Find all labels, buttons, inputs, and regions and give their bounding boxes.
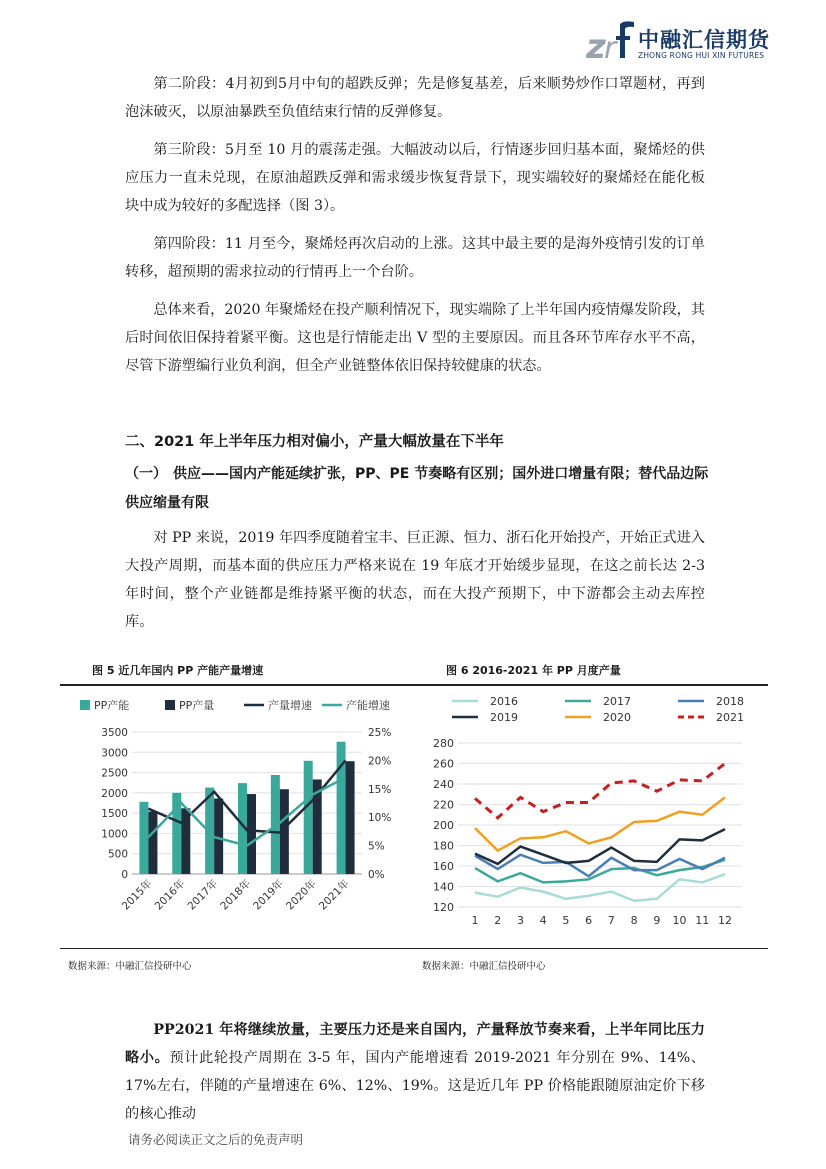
left-axis-tick-label: 500 [107, 848, 128, 861]
logo-english-text: ZHONG RONG HUI XIN FUTURES [638, 51, 765, 60]
left-axis-tick-label: 2000 [101, 787, 128, 800]
figure-bottom-rule [60, 948, 768, 949]
zrf-logo-icon [586, 20, 636, 64]
bar-PP产量-2018年 [247, 794, 256, 874]
x-axis-tick-label: 2018年 [218, 877, 254, 913]
section-heading: 二、2021 年上半年压力相对偏小，产量大幅放量在下半年 [125, 434, 504, 450]
y-axis-tick-label: 140 [433, 880, 454, 894]
figure-top-rule [60, 684, 768, 686]
bar-PP产量-2015年 [148, 812, 157, 874]
x-axis-tick-label: 10 [672, 914, 687, 927]
paragraph-pp2021-bold: PP2021 年将继续放量，主要压力还是来自国内，产量释放节奏来看，上半年同比压力略小。 [125, 1022, 705, 1066]
bar-PP产量-2021年 [346, 761, 355, 874]
y-axis-tick-label: 280 [433, 737, 454, 750]
legend-label-产能增速: 产能增速 [346, 699, 390, 712]
figure-6-source: 数据来源：中融汇信投研中心 [422, 961, 546, 972]
paragraph-stage-3: 第三阶段：5月至 10 月的震荡走强。大幅波动以后，行情逐步回归基本面，聚烯烃的供应压力一直未兑现，在原油超跌反弹和需求缓步恢复背景下，现实端较好的聚烯烃在能化板块中成为较好的多配选择（图 3）。 [125, 142, 705, 214]
left-axis-tick-label: 3500 [101, 727, 128, 739]
x-axis-tick-label: 2019年 [251, 877, 286, 913]
x-axis-tick-label: 2020年 [284, 877, 319, 913]
paragraph-pp2021-text: 预计此轮投产周期在 3-5 年，国内产能增速看 2019-2021 年分别在 9%、14%、17%左右，伴随的产量增速在 6%、12%、19%。这是近几年 PP 价格能跟随原油定价下移的核心推动 [125, 1050, 705, 1122]
subsection-heading [125, 460, 715, 518]
paragraph-stage-2: 第二阶段：4月初到5月中旬的超跌反弹；先是修复基差，后来顺势炒作口罩题材，再到泡沫破灭，以原油暴跌至负值结束行情的反弹修复。 [125, 76, 705, 120]
disclaimer-footer: 请务必阅读正文之后的免责声明 [128, 1132, 304, 1147]
x-axis-tick-label: 3 [516, 914, 524, 927]
bar-PP产能-2020年 [304, 761, 313, 874]
right-axis-tick-label: 15% [368, 783, 392, 796]
y-axis-tick-label: 160 [433, 860, 454, 873]
bar-PP产能-2015年 [139, 802, 148, 874]
subsection-number: （一） [125, 466, 167, 482]
legend-label-产量增速: 产量增速 [268, 699, 312, 712]
x-axis-tick-label: 2015年 [119, 877, 155, 913]
line-2021 [475, 764, 725, 818]
x-axis-tick-label: 2 [494, 914, 502, 927]
legend-label-PP产量: PP产量 [179, 699, 215, 712]
x-axis-tick-label: 1 [471, 914, 479, 927]
x-axis-tick-label: 7 [607, 914, 615, 927]
legend-swatch-PP产量 [165, 700, 175, 710]
paragraph-pp2021 [125, 1016, 705, 1128]
x-axis-tick-label: 2016年 [152, 877, 188, 913]
figure-5-chart [60, 690, 420, 945]
x-axis-tick-label: 9 [653, 914, 661, 927]
y-axis-tick-label: 220 [433, 798, 454, 812]
figure-6-chart [420, 690, 768, 945]
logo-chinese-text: 中融汇信期货 [638, 28, 770, 52]
legend-label-2017: 2017 [603, 695, 631, 708]
x-axis-tick-label: 5 [562, 914, 570, 927]
figure-5-source: 数据来源：中融汇信投研中心 [68, 961, 192, 972]
legend-label-2016: 2016 [490, 695, 518, 708]
legend-label-2019: 2019 [490, 711, 518, 724]
x-axis-tick-label: 11 [695, 914, 710, 927]
y-axis-tick-label: 260 [433, 757, 454, 771]
legend-label-2020: 2020 [603, 711, 631, 724]
right-axis-tick-label: 5% [368, 840, 385, 853]
legend-swatch-PP产能 [80, 700, 90, 710]
right-axis-tick-label: 10% [368, 812, 392, 825]
y-axis-tick-label: 120 [433, 901, 454, 914]
x-axis-tick-label: 4 [539, 914, 547, 927]
x-axis-tick-label: 12 [718, 914, 732, 927]
x-axis-tick-label: 2017年 [185, 877, 221, 913]
paragraph-summary: 总体来看，2020 年聚烯烃在投产顺利情况下，现实端除了上半年国内疫情爆发阶段，其后时间依旧保持着紧平衡。这也是行情能走出 V 型的主要原因。而且各环节库存水平不高，尽管下游塑编行业负利润，但全产业链整体依旧保持较健康的状态。 [125, 302, 705, 374]
line-2016 [475, 874, 725, 901]
left-axis-tick-label: 1500 [101, 808, 128, 821]
paragraph-stage-4: 第四阶段：11 月至今，聚烯烃再次启动的上涨。这其中最主要的是海外疫情引发的订单转移，超预期的需求拉动的行情再上一个台阶。 [125, 236, 705, 280]
x-axis-tick-label: 2021年 [316, 877, 352, 913]
left-axis-tick-label: 3000 [101, 747, 128, 760]
figure-5-title: 图 5 近几年国内 PP 产能产量增速 [92, 664, 264, 677]
right-axis-tick-label: 0% [368, 869, 385, 881]
legend-label-PP产能: PP产能 [94, 699, 130, 712]
x-axis-tick-label: 6 [585, 914, 593, 927]
y-axis-tick-label: 240 [433, 778, 454, 791]
legend-label-2021: 2021 [716, 711, 744, 724]
right-axis-tick-label: 25% [368, 727, 392, 739]
subsection-title: 供应——国内产能延续扩张，PP、PE 节奏略有区别；国外进口增量有限；替代品边际供应缩量有限 [125, 466, 709, 511]
left-axis-tick-label: 1000 [101, 828, 128, 841]
y-axis-tick-label: 200 [433, 819, 454, 832]
figure-6-title: 图 6 2016-2021 年 PP 月度产量 [446, 664, 621, 677]
svg-text:z: z [586, 27, 606, 64]
x-axis-tick-label: 8 [630, 914, 638, 927]
y-axis-tick-label: 180 [433, 839, 454, 853]
left-axis-tick-label: 2500 [101, 767, 128, 780]
left-axis-tick-label: 0 [121, 869, 128, 881]
right-axis-tick-label: 20% [368, 755, 392, 768]
company-logo [586, 18, 786, 68]
svg-text:r: r [604, 31, 617, 64]
legend-label-2018: 2018 [716, 695, 744, 708]
paragraph-pp-supply: 对 PP 来说，2019 年四季度随着宝丰、巨正源、恒力、浙石化开始投产，开始正式进入大投产周期，而基本面的供应压力严格来说在 19 年底才开始缓步显现，在这之前长达 2-3 年时间，整个产业链都是维持紧平衡的状态，而在大投产预期下，中下游都会主动去库控库。 [125, 530, 705, 630]
